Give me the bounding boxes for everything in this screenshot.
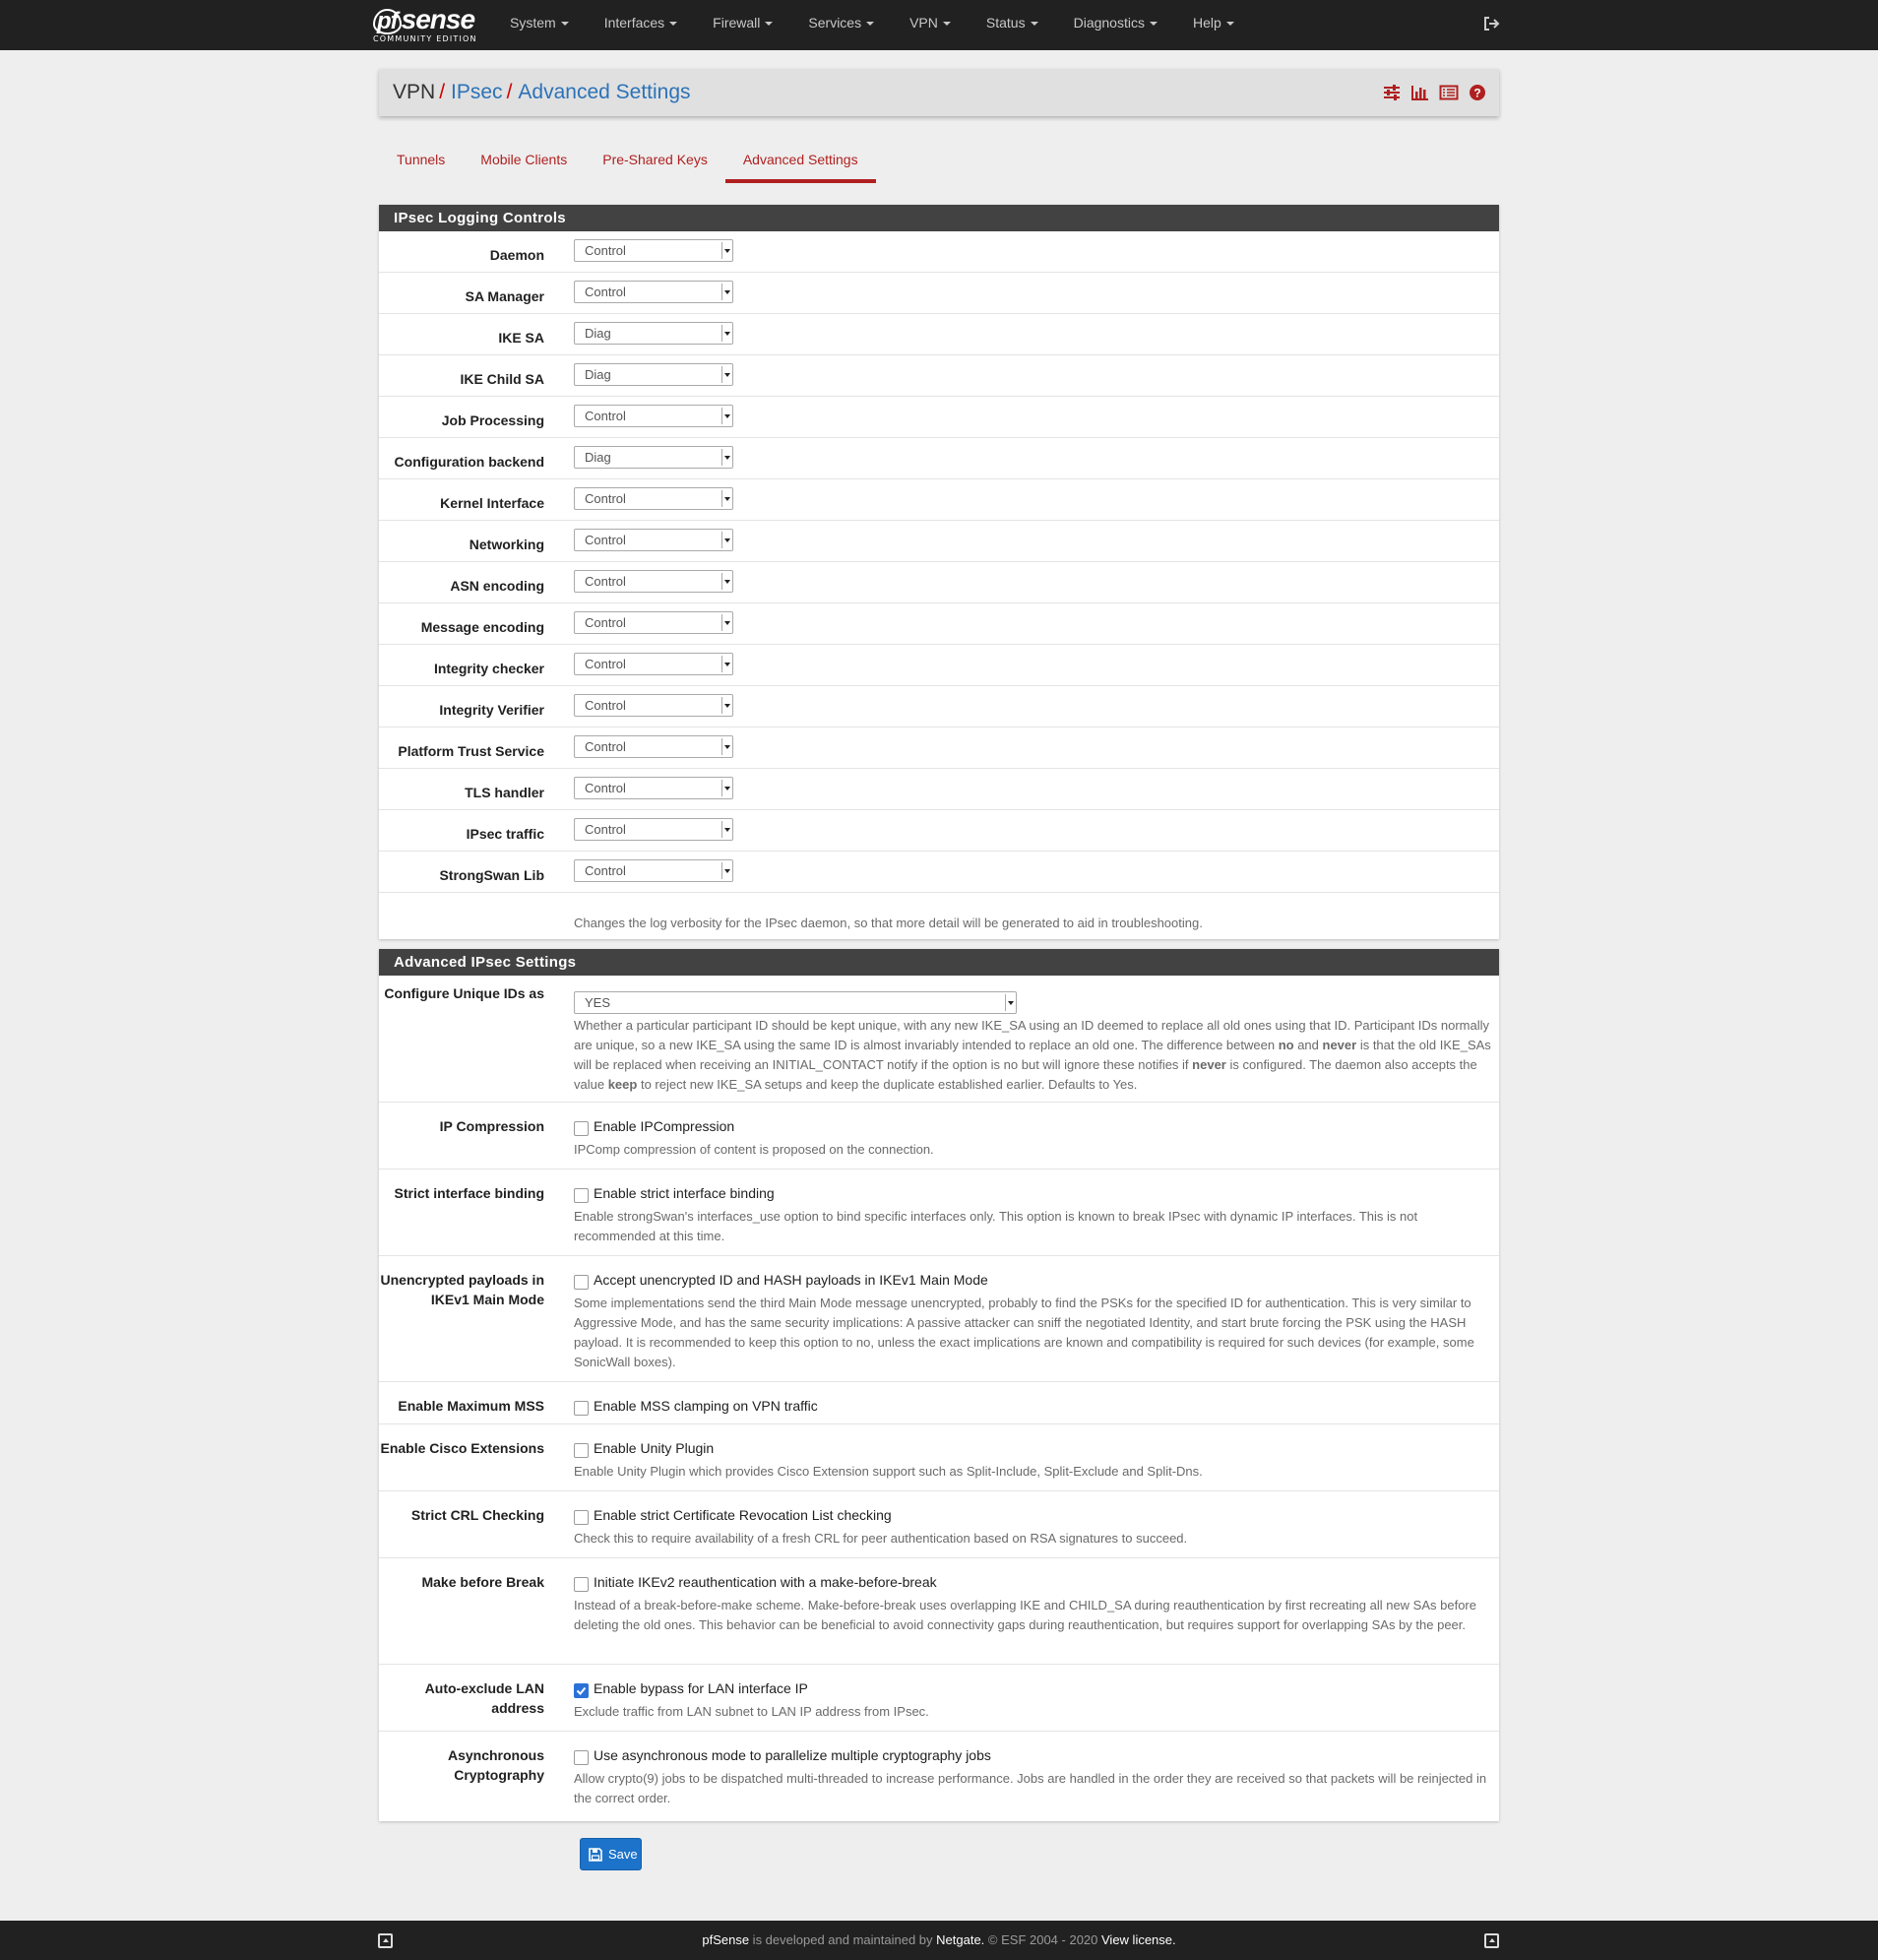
logging-row-label: Kernel Interface <box>440 495 544 511</box>
menu-vpn[interactable] <box>892 0 969 50</box>
logging-row-label: IKE Child SA <box>460 371 544 387</box>
option-label: Auto-exclude LAN address <box>424 1680 544 1716</box>
option-label: Make before Break <box>421 1574 544 1590</box>
svg-text:?: ? <box>1473 86 1481 100</box>
menu-help[interactable] <box>1175 0 1252 50</box>
caret-down-icon <box>561 22 569 26</box>
log-level-select[interactable] <box>574 859 733 882</box>
header-shortcuts <box>1382 84 1487 101</box>
option-checkbox-label[interactable]: Use asynchronous mode to parallelize multiple cryptography jobs <box>594 1747 991 1763</box>
save-label: Save <box>608 1847 638 1862</box>
advanced-option-row <box>379 1382 1499 1424</box>
logging-row-label: Configuration backend <box>394 454 544 470</box>
logging-row-label: TLS handler <box>465 785 544 800</box>
option-label: Strict CRL Checking <box>410 1507 544 1523</box>
log-level-select[interactable] <box>574 405 733 427</box>
advanced-settings-panel <box>379 949 1499 1821</box>
log-level-select[interactable] <box>574 529 733 551</box>
menu-label: System <box>510 15 556 31</box>
log-level-select[interactable] <box>574 446 733 469</box>
logging-row <box>379 355 1499 397</box>
option-checkbox-label[interactable]: Enable MSS clamping on VPN traffic <box>594 1398 818 1414</box>
option-checkbox[interactable] <box>574 1510 589 1525</box>
log-level-select[interactable] <box>574 735 733 758</box>
advanced-option-row <box>379 1256 1499 1382</box>
option-help: Enable Unity Plugin which provides Cisco Extension support such as Split-Include, Split-Exclude and Split-Dns. <box>574 1464 1203 1479</box>
logging-row-label: Integrity Verifier <box>439 702 544 718</box>
logging-row <box>379 562 1499 603</box>
ipsec-tabs <box>379 144 876 183</box>
menu-label: Services <box>808 15 862 31</box>
question-circle-icon[interactable] <box>1468 84 1487 101</box>
logging-row-label: SA Manager <box>465 288 544 304</box>
log-level-select[interactable] <box>574 322 733 345</box>
logging-row <box>379 521 1499 562</box>
list-icon[interactable] <box>1439 84 1459 101</box>
logo-subtitle: COMMUNITY EDITION <box>373 34 477 43</box>
logging-row-label: ASN encoding <box>450 578 544 594</box>
advanced-option-row <box>379 1558 1499 1665</box>
advanced-option-row <box>379 1424 1499 1491</box>
breadcrumb-separator: / <box>506 81 513 103</box>
select-arrow-icon <box>721 656 732 672</box>
caret-down-icon <box>866 22 874 26</box>
option-help: Instead of a break-before-make scheme. Make-before-break uses overlapping IKE and CHILD_SA during reauthentication by first recreating all new SAs before deleting the old ones. This behavior can be beneficial to avoid connectivity gaps during reauthentication, but requires support for overlapping SAs by the peer. <box>574 1598 1476 1632</box>
log-level-value: Diag <box>585 326 611 341</box>
log-level-value: Diag <box>585 367 611 382</box>
select-arrow-icon <box>721 490 732 507</box>
option-label: Enable Cisco Extensions <box>380 1440 544 1456</box>
menu-system[interactable] <box>492 0 587 50</box>
select-arrow-icon <box>1005 994 1016 1011</box>
select-arrow-icon <box>721 366 732 383</box>
option-checkbox[interactable] <box>574 1577 589 1592</box>
option-label: Strict interface binding <box>394 1185 544 1201</box>
option-checkbox-label[interactable]: Enable Unity Plugin <box>594 1440 715 1456</box>
menu-label: Status <box>985 15 1026 31</box>
logging-row-label: Message encoding <box>420 619 544 635</box>
option-checkbox-label[interactable]: Enable strict Certificate Revocation List checking <box>594 1507 892 1523</box>
top-navbar <box>0 0 1878 50</box>
log-level-value: Control <box>585 574 626 589</box>
logging-row-label: Networking <box>469 537 544 552</box>
menu-label: Help <box>1192 15 1221 31</box>
logging-row-label: StrongSwan Lib <box>439 867 544 883</box>
log-level-value: Control <box>585 285 626 299</box>
select-arrow-icon <box>721 242 732 259</box>
menu-status[interactable] <box>969 0 1056 50</box>
caret-down-icon <box>943 22 951 26</box>
unique-ids-value: YES <box>585 995 611 1010</box>
sliders-icon[interactable] <box>1382 84 1402 101</box>
select-arrow-icon <box>721 780 732 796</box>
option-checkbox[interactable] <box>574 1443 589 1458</box>
menu-diagnostics[interactable] <box>1056 0 1175 50</box>
log-level-value: Control <box>585 739 626 754</box>
option-label: Asynchronous Cryptography <box>447 1747 544 1783</box>
tab-mobile-clients[interactable]: Mobile Clients <box>480 152 568 167</box>
logging-row <box>379 810 1499 852</box>
log-level-value: Diag <box>585 450 611 465</box>
menu-firewall[interactable] <box>695 0 790 50</box>
option-checkbox-label[interactable]: Initiate IKEv2 reauthentication with a make-before-break <box>594 1574 937 1590</box>
option-help: Check this to require availability of a fresh CRL for peer authentication based on RSA signatures to succeed. <box>574 1531 1188 1546</box>
menu-interfaces[interactable] <box>587 0 695 50</box>
select-arrow-icon <box>721 862 732 879</box>
menu-services[interactable] <box>790 0 892 50</box>
option-checkbox[interactable] <box>574 1401 589 1416</box>
advanced-section-title: Advanced IPsec Settings <box>379 949 1499 976</box>
log-level-select[interactable] <box>574 818 733 841</box>
breadcrumb-advanced-link[interactable]: Advanced Settings <box>518 81 691 103</box>
log-level-value: Control <box>585 491 626 506</box>
option-help: IPComp compression of content is proposed on the connection. <box>574 1142 934 1157</box>
logging-row-label: IPsec traffic <box>466 826 544 842</box>
option-label: Unencrypted payloads in IKEv1 Main Mode <box>380 1272 544 1307</box>
select-arrow-icon <box>721 532 732 548</box>
logging-row <box>379 438 1499 479</box>
logging-row <box>379 686 1499 727</box>
footer-company-link[interactable]: Netgate. <box>936 1932 985 1947</box>
log-level-select[interactable] <box>574 281 733 303</box>
option-checkbox[interactable] <box>574 1275 589 1290</box>
logging-row <box>379 397 1499 438</box>
tab-tunnels[interactable]: Tunnels <box>397 152 446 167</box>
select-arrow-icon <box>721 738 732 755</box>
advanced-option-row <box>379 1665 1499 1732</box>
log-level-value: Control <box>585 822 626 837</box>
caret-down-icon <box>1031 22 1038 26</box>
advanced-option-row <box>379 1491 1499 1558</box>
advanced-option-row <box>379 1732 1499 1818</box>
breadcrumb <box>393 81 691 104</box>
option-checkbox-label[interactable]: Enable strict interface binding <box>594 1185 775 1201</box>
footer-text: is developed and maintained by <box>749 1932 937 1947</box>
select-arrow-icon <box>721 284 732 300</box>
tab-pre-shared-keys[interactable]: Pre-Shared Keys <box>602 152 708 167</box>
breadcrumb-vpn: VPN <box>393 81 436 103</box>
logging-section-title: IPsec Logging Controls <box>379 205 1499 231</box>
unique-ids-row <box>379 976 1499 1103</box>
option-help: Exclude traffic from LAN subnet to LAN IP address from IPsec. <box>574 1704 929 1719</box>
scroll-top-icon[interactable] <box>1484 1933 1499 1948</box>
logo-pf: pf <box>373 9 402 34</box>
logging-row <box>379 273 1499 314</box>
log-level-select[interactable] <box>574 239 733 262</box>
option-label: IP Compression <box>439 1118 544 1134</box>
menu-label: Firewall <box>713 15 761 31</box>
logging-row-label: IKE SA <box>498 330 544 346</box>
unique-ids-help: Whether a particular participant ID should be kept unique, with any new IKE_SA using an ID deemed to replace all old ones using that ID. Participant IDs normally are unique, so a new IKE_SA using the same ID is almost invariably intended to replace an old one. The difference between no and never is that the old IKE_SAs will be replaced when receiving an INITIAL_CONTACT notify if the option is no but will ignore these notifies if never is configured. The daemon also accepts the value keep to reject new IKE_SA setups and keep the duplicate established earlier. Defaults to Yes. <box>574 1018 1491 1092</box>
page-header <box>379 69 1499 116</box>
advanced-option-row <box>379 1170 1499 1256</box>
log-level-value: Control <box>585 657 626 671</box>
select-arrow-icon <box>721 408 732 424</box>
caret-down-icon <box>765 22 773 26</box>
logging-row <box>379 852 1499 893</box>
tab-advanced-settings[interactable]: Advanced Settings <box>725 144 876 183</box>
menu-label: Interfaces <box>603 15 665 31</box>
unique-ids-select[interactable] <box>574 991 1017 1014</box>
log-level-select[interactable] <box>574 363 733 386</box>
select-arrow-icon <box>721 325 732 342</box>
logging-row-label: Platform Trust Service <box>398 743 544 759</box>
save-button[interactable] <box>580 1838 642 1870</box>
caret-down-icon <box>1226 22 1234 26</box>
option-checkbox[interactable] <box>574 1683 589 1698</box>
logging-row <box>379 769 1499 810</box>
option-help: Some implementations send the third Main Mode message unencrypted, probably to find the PSKs for the specified ID for authentication. This is very similar to Aggressive Mode, and has the same security implications: A passive attacker can sniff the negotiated Identity, and start brute forcing the PSK using the HASH payload. It is recommended to keep this option to no, unless the exact implications are known and compatibility is required for such devices (for example, some SonicWall boxes). <box>574 1296 1474 1369</box>
option-checkbox[interactable] <box>574 1121 589 1136</box>
log-level-value: Control <box>585 409 626 423</box>
logging-help-row <box>379 893 1499 936</box>
log-level-select[interactable] <box>574 611 733 634</box>
page-footer <box>0 1921 1878 1960</box>
log-level-select[interactable] <box>574 653 733 675</box>
advanced-option-row <box>379 1103 1499 1170</box>
log-level-value: Control <box>585 533 626 547</box>
breadcrumb-ipsec-link[interactable]: IPsec <box>451 81 503 103</box>
logging-row-label: Integrity checker <box>433 661 544 676</box>
logging-row-label: Job Processing <box>441 412 544 428</box>
logging-row <box>379 314 1499 355</box>
logging-row <box>379 727 1499 769</box>
main-menu <box>492 0 1252 50</box>
select-arrow-icon <box>721 697 732 714</box>
caret-down-icon <box>669 22 677 26</box>
logging-row-label: Daemon <box>489 247 544 263</box>
select-arrow-icon <box>721 821 732 838</box>
caret-down-icon <box>1150 22 1158 26</box>
select-arrow-icon <box>721 449 732 466</box>
log-level-value: Control <box>585 615 626 630</box>
scroll-top-icon[interactable] <box>378 1933 393 1948</box>
log-level-select[interactable] <box>574 694 733 717</box>
log-level-value: Control <box>585 863 626 878</box>
log-level-select[interactable] <box>574 570 733 593</box>
option-checkbox-label[interactable]: Enable bypass for LAN interface IP <box>594 1680 808 1696</box>
option-checkbox-label[interactable]: Enable IPCompression <box>594 1118 735 1134</box>
log-level-value: Control <box>585 243 626 258</box>
option-label: Enable Maximum MSS <box>398 1398 544 1414</box>
option-help: Enable strongSwan's interfaces_use option to bind specific interfaces only. This option is known to break IPsec with dynamic IP interfaces. This is not recommended at this time. <box>574 1209 1418 1243</box>
logging-row <box>379 231 1499 273</box>
logging-controls-panel <box>379 205 1499 939</box>
footer-license-link[interactable]: View license. <box>1101 1932 1176 1947</box>
sign-out-icon[interactable] <box>1482 15 1500 32</box>
logging-row <box>379 603 1499 645</box>
footer-brand[interactable]: pfSense <box>702 1932 750 1947</box>
option-checkbox[interactable] <box>574 1188 589 1203</box>
floppy-icon <box>589 1848 602 1862</box>
menu-label: VPN <box>909 15 938 31</box>
logo-sense: sense <box>401 4 475 34</box>
logging-row <box>379 479 1499 521</box>
log-level-select[interactable] <box>574 487 733 510</box>
logging-row <box>379 645 1499 686</box>
select-arrow-icon <box>721 614 732 631</box>
menu-label: Diagnostics <box>1073 15 1145 31</box>
log-level-value: Control <box>585 781 626 795</box>
breadcrumb-separator: / <box>439 81 446 103</box>
pfsense-logo[interactable] <box>373 5 479 46</box>
log-level-select[interactable] <box>574 777 733 799</box>
select-arrow-icon <box>721 573 732 590</box>
option-checkbox[interactable] <box>574 1750 589 1765</box>
option-checkbox-label[interactable]: Accept unencrypted ID and HASH payloads in IKEv1 Main Mode <box>594 1272 988 1288</box>
footer-copyright: © ESF 2004 - 2020 <box>984 1932 1101 1947</box>
check-icon <box>575 1684 588 1697</box>
unique-ids-label: Configure Unique IDs as <box>384 985 544 1001</box>
bar-chart-icon[interactable] <box>1410 84 1430 101</box>
option-help: Allow crypto(9) jobs to be dispatched multi-threaded to increase performance. Jobs are handled in the order they are received so that packets will be reinjected in the correct order. <box>574 1771 1487 1805</box>
logging-help-text: Changes the log verbosity for the IPsec daemon, so that more detail will be generated to aid in troubleshooting. <box>574 916 1203 930</box>
log-level-value: Control <box>585 698 626 713</box>
